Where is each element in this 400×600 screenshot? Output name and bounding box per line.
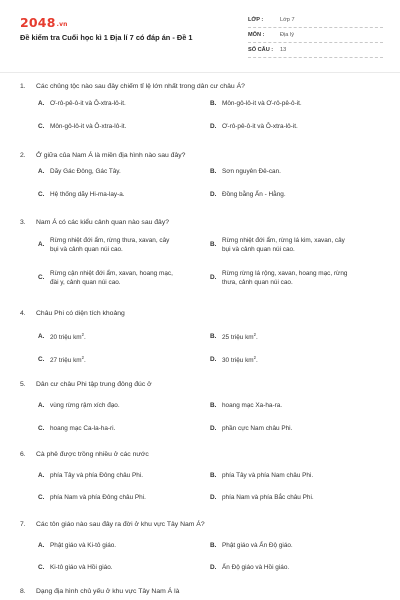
- meta-value: 13: [280, 47, 287, 53]
- question-7: [20, 520, 390, 529]
- question-text: 4. Châu Phi có diện tích khoảng: [20, 310, 125, 317]
- header-divider: [0, 72, 400, 73]
- exam-meta-table: [248, 13, 383, 58]
- option-b[interactable]: B. Phật giáo và Ấn Độ giáo.: [210, 542, 293, 549]
- option-b[interactable]: B. Sơn nguyên Đê-can.: [210, 168, 281, 175]
- question-text: 3. Nam Á có các kiểu cảnh quan nào sau đây?: [20, 219, 170, 226]
- question-text: 8. Dạng địa hình chủ yếu ở khu vực Tây Nam Á là: [20, 588, 180, 595]
- option-d[interactable]: D. phần cực Nam châu Phi.: [210, 425, 293, 432]
- option-a[interactable]: A. vùng rừng rậm xích đạo.: [38, 402, 120, 409]
- question-1: [20, 82, 390, 91]
- page-title: Đề kiểm tra Cuối học kì 1 Địa lí 7 có đáp án - Đề 1: [20, 33, 193, 42]
- option-b[interactable]: B. hoang mạc Xa-ha-ra.: [210, 402, 283, 409]
- question-text: 5. Dân cư châu Phi tập trung đông đúc ở: [20, 381, 152, 388]
- option-a[interactable]: A. phía Tây và phía Đông châu Phi.: [38, 472, 143, 479]
- question-4: [20, 309, 390, 318]
- meta-label: LỚP :: [248, 17, 264, 23]
- option-c[interactable]: C. 27 triệu $km^2$.: [38, 355, 86, 365]
- meta-value: Địa lý: [280, 32, 294, 38]
- option-a[interactable]: A. Dãy Gác Đông, Gác Tây.: [38, 168, 121, 175]
- page-header: [0, 0, 400, 72]
- question-text: 2. Ở giữa của Nam Á là miền địa hình nào sau đây?: [20, 152, 186, 159]
- meta-row-subject: [248, 28, 383, 43]
- question-2: [20, 151, 390, 160]
- option-b[interactable]: B. 25 triệu $km^2$.: [210, 332, 258, 342]
- option-b[interactable]: B. Rừng nhiệt đới ẩm, rừng lá kim, xavan, cây bụi và cảnh quan núi cao.: [210, 237, 345, 253]
- meta-row-count: [248, 43, 383, 58]
- option-d[interactable]: D. Ơ-rô-pê-ô-it và Ô-xtra-lô-it.: [210, 123, 298, 130]
- option-c[interactable]: C. Hệ thống dãy Hi-ma-lay-a.: [38, 191, 125, 198]
- meta-label: MÔN :: [248, 32, 265, 38]
- question-text: 1. Các chủng tộc nào sau đây chiếm tỉ lệ lớn nhất trong dân cư châu Á?: [20, 83, 245, 90]
- option-c[interactable]: C. hoang mạc Ca-la-ha-ri.: [38, 425, 116, 432]
- option-c[interactable]: C. phía Nam và phía Đông châu Phi.: [38, 494, 146, 501]
- option-b[interactable]: B. phía Tây và phía Nam châu Phi.: [210, 472, 314, 479]
- option-a[interactable]: A. Phật giáo và Ki-tô giáo.: [38, 542, 117, 549]
- option-a[interactable]: A. Rừng nhiệt đới ẩm, rừng thưa, xavan, cây bụi và cảnh quan núi cao.: [38, 237, 170, 253]
- meta-row-class: [248, 13, 383, 28]
- option-c[interactable]: C. Ki-tô giáo và Hồi giáo.: [38, 564, 113, 571]
- option-d[interactable]: D. Rừng rừng lá rộng, xavan, hoang mạc, rừng thưa, cảnh quan núi cao.: [210, 270, 348, 286]
- meta-value: Lớp 7: [280, 17, 295, 23]
- meta-label: SỐ CÂU :: [248, 47, 274, 53]
- option-c[interactable]: C. Môn-gô-lô-it và Ô-xtra-lô-it.: [38, 123, 127, 130]
- option-d[interactable]: D. 30 triệu $km^2$.: [210, 355, 258, 365]
- option-d[interactable]: D. phía Nam và phía Bắc châu Phi.: [210, 494, 314, 501]
- question-5: [20, 380, 390, 389]
- option-c[interactable]: C. Rừng cận nhiệt đới ẩm, xavan, hoang mạc, đài y, cảnh quan núi cao.: [38, 270, 173, 286]
- site-logo[interactable]: 2048.vn: [20, 15, 68, 30]
- option-d[interactable]: D. Đồng bằng Ấn - Hằng.: [210, 191, 286, 198]
- question-3: [20, 218, 390, 227]
- question-text: 7. Các tôn giáo nào sau đây ra đời ở khu vực Tây Nam Á?: [20, 521, 205, 528]
- option-a[interactable]: A. 20 triệu $km^2$.: [38, 332, 86, 342]
- question-6: [20, 450, 390, 459]
- question-8: [20, 587, 390, 596]
- option-a[interactable]: A. Ơ-rô-pê-ô-it và Ô-xtra-lô-it.: [38, 100, 126, 107]
- question-text: 6. Cà phê được trồng nhiều ở các nước: [20, 451, 149, 458]
- option-b[interactable]: B. Môn-gô-lô-it và Ơ-rô-pê-ô-it.: [210, 100, 302, 107]
- option-d[interactable]: D. Ấn Độ giáo và Hồi giáo.: [210, 564, 290, 571]
